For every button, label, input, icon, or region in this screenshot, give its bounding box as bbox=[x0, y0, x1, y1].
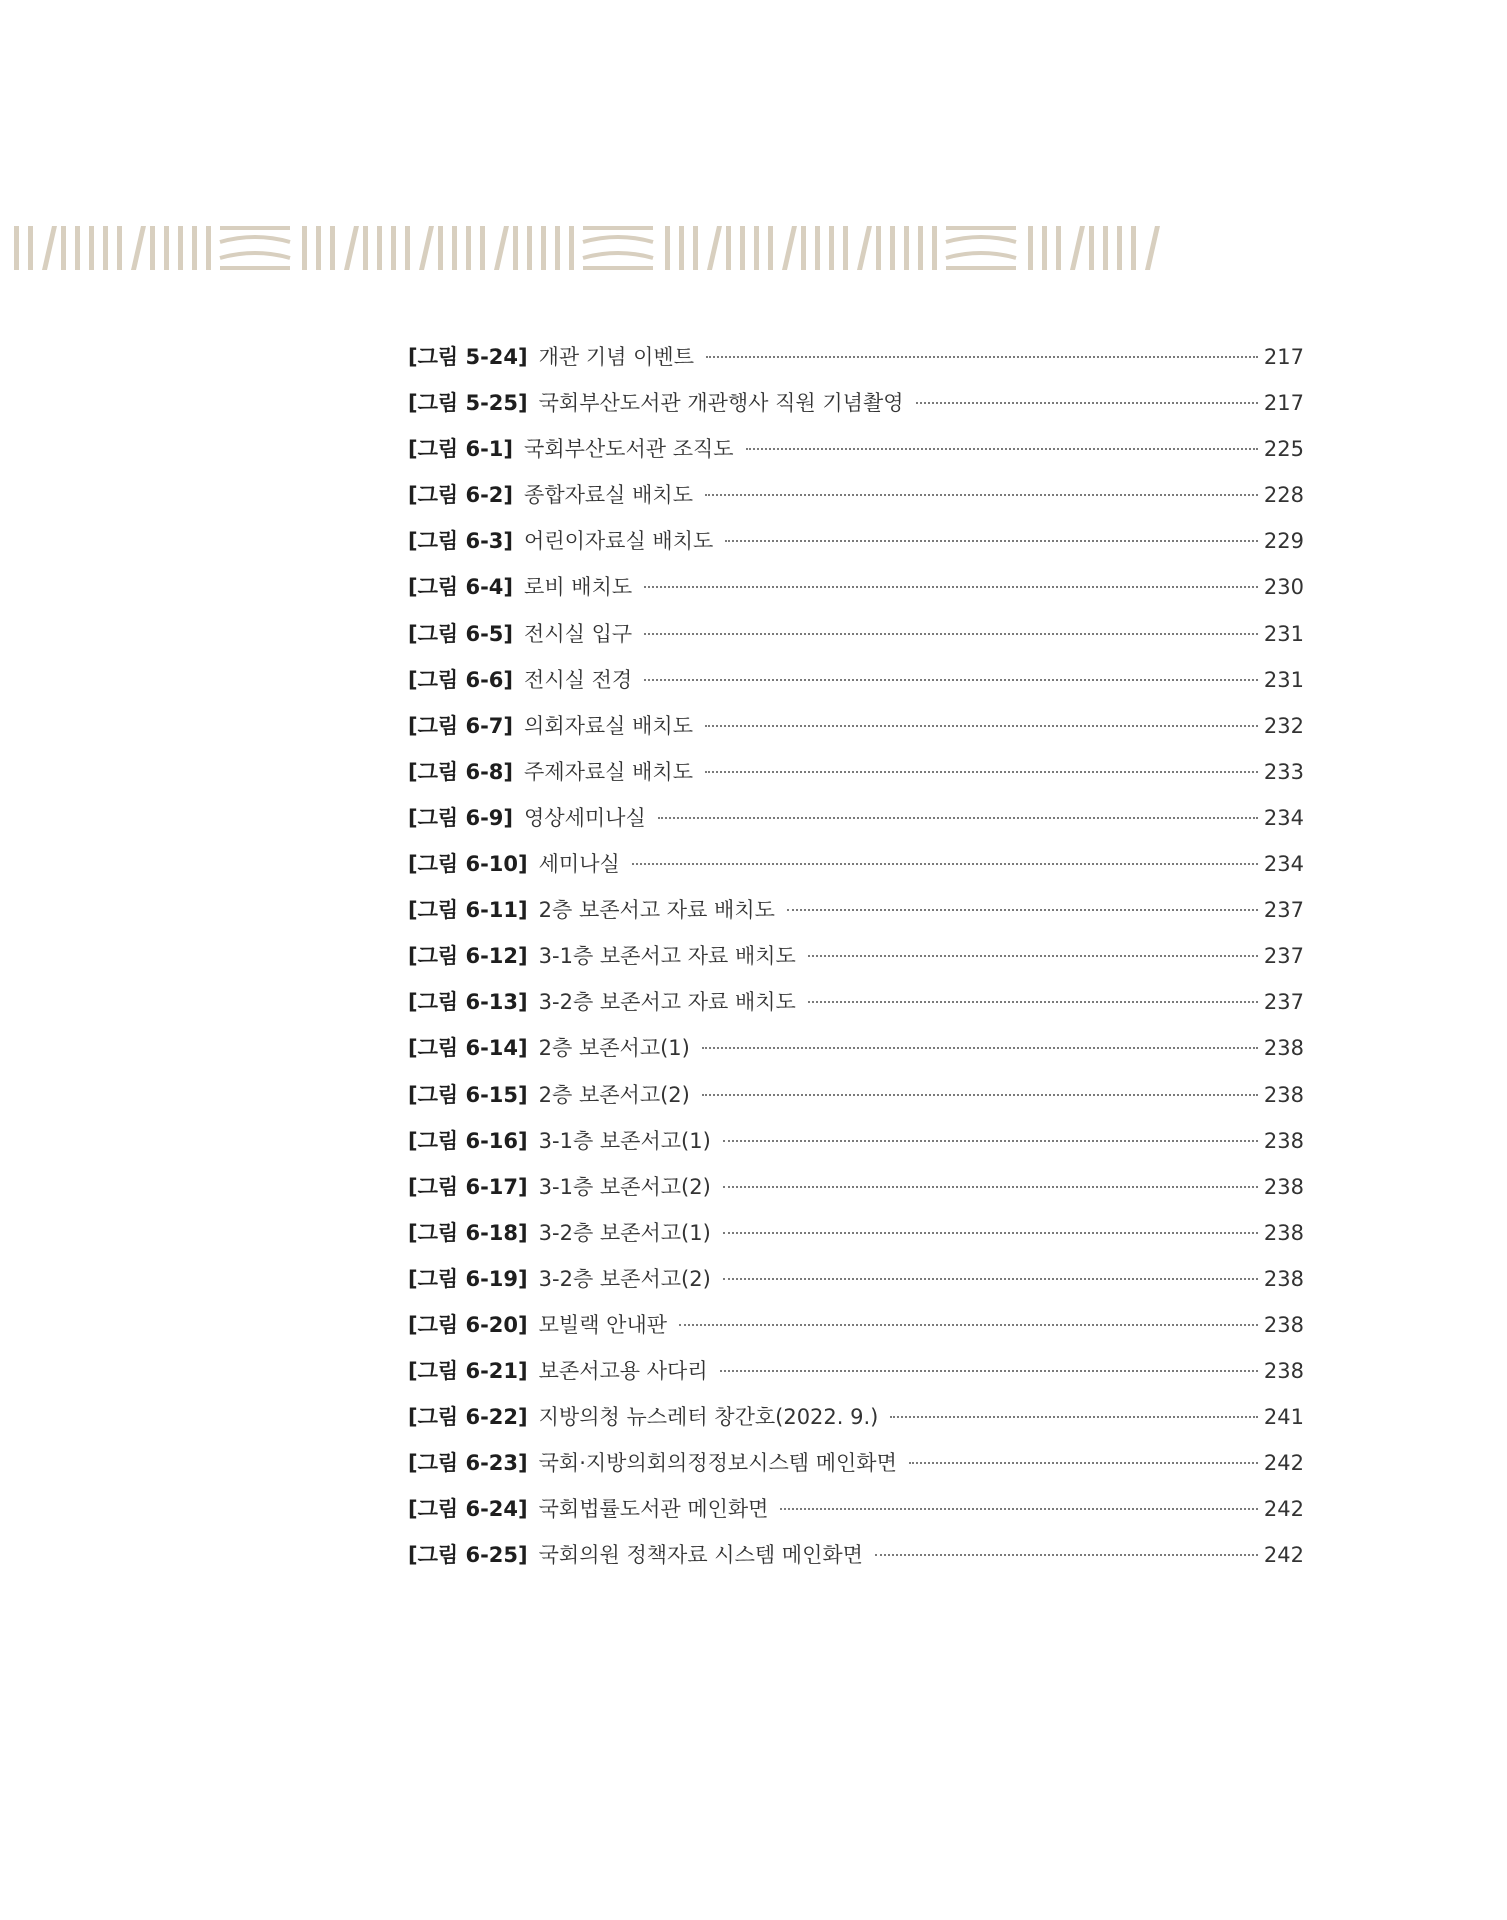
figure-label: [그림 6-14] bbox=[408, 1036, 528, 1061]
pattern-bar bbox=[377, 226, 382, 270]
figure-list bbox=[408, 334, 1304, 1579]
pattern-bar bbox=[117, 226, 122, 270]
figure-title: 종합자료실 배치도 bbox=[524, 483, 693, 508]
pattern-slash bbox=[857, 226, 872, 270]
pattern-slash bbox=[494, 226, 509, 270]
toc-entry[interactable] bbox=[408, 518, 1304, 564]
toc-entry[interactable] bbox=[408, 887, 1304, 933]
figure-title: 전시실 입구 bbox=[524, 621, 633, 646]
toc-entry[interactable] bbox=[408, 472, 1304, 518]
figure-label: [그림 6-21] bbox=[408, 1359, 528, 1384]
figure-title: 3-1층 보존서고 자료 배치도 bbox=[538, 944, 796, 969]
dot-leader bbox=[705, 494, 1258, 496]
pattern-bar bbox=[192, 226, 197, 270]
figure-label: [그림 6-22] bbox=[408, 1405, 528, 1430]
pattern-bar bbox=[405, 226, 410, 270]
toc-entry[interactable] bbox=[408, 749, 1304, 795]
pattern-bar bbox=[1089, 226, 1094, 270]
pattern-bar bbox=[890, 226, 895, 270]
figure-label: [그림 6-13] bbox=[408, 990, 528, 1015]
figure-label: [그림 6-18] bbox=[408, 1220, 528, 1245]
pattern-bar bbox=[513, 226, 518, 270]
figure-title: 의회자료실 배치도 bbox=[524, 713, 693, 738]
dot-leader bbox=[890, 1416, 1258, 1418]
page-number: 230 bbox=[1263, 575, 1304, 600]
pattern-roof-curve bbox=[946, 253, 1016, 258]
page-number: 238 bbox=[1263, 1128, 1304, 1153]
figure-title: 3-1층 보존서고(2) bbox=[538, 1174, 711, 1199]
dot-leader bbox=[909, 1462, 1258, 1464]
dot-leader bbox=[720, 1370, 1258, 1372]
toc-entry[interactable] bbox=[408, 841, 1304, 887]
pattern-bar bbox=[876, 226, 881, 270]
pattern-bar bbox=[1103, 226, 1108, 270]
dot-leader bbox=[808, 955, 1258, 957]
figure-label: [그림 6-19] bbox=[408, 1266, 528, 1291]
page-number: 242 bbox=[1263, 1543, 1304, 1568]
figure-title: 국회의원 정책자료 시스템 메인화면 bbox=[538, 1543, 863, 1568]
pattern-bar bbox=[103, 226, 108, 270]
page-number: 238 bbox=[1263, 1036, 1304, 1061]
page-number: 231 bbox=[1263, 621, 1304, 646]
pattern-roof-curve bbox=[220, 253, 290, 258]
pattern-slash bbox=[419, 226, 434, 270]
figure-label: [그림 6-8] bbox=[408, 759, 514, 784]
toc-entry[interactable] bbox=[408, 1532, 1304, 1578]
page-number: 238 bbox=[1263, 1082, 1304, 1107]
figure-label: [그림 6-24] bbox=[408, 1497, 528, 1522]
figure-label: [그림 6-5] bbox=[408, 621, 514, 646]
toc-entry[interactable] bbox=[408, 1118, 1304, 1164]
figure-title: 3-1층 보존서고(1) bbox=[538, 1128, 711, 1153]
dot-leader bbox=[780, 1508, 1257, 1510]
page-number: 241 bbox=[1263, 1405, 1304, 1430]
pattern-bar bbox=[178, 226, 183, 270]
pattern-bar bbox=[480, 226, 485, 270]
pattern-slash bbox=[1145, 226, 1160, 270]
pattern-bar bbox=[438, 226, 443, 270]
figure-title: 3-2층 보존서고(2) bbox=[538, 1266, 711, 1291]
figure-title: 세미나실 bbox=[538, 852, 620, 877]
figure-label: [그림 6-4] bbox=[408, 575, 514, 600]
pattern-bar bbox=[363, 226, 368, 270]
page-number: 237 bbox=[1263, 898, 1304, 923]
page-number: 232 bbox=[1263, 713, 1304, 738]
pattern-slash bbox=[1070, 226, 1085, 270]
figure-title: 모빌랙 안내판 bbox=[538, 1312, 668, 1337]
pattern-bar bbox=[932, 226, 937, 270]
figure-title: 3-2층 보존서고 자료 배치도 bbox=[538, 990, 796, 1015]
page-number: 217 bbox=[1263, 391, 1304, 416]
figure-label: [그림 6-7] bbox=[408, 713, 514, 738]
toc-entry[interactable] bbox=[408, 703, 1304, 749]
pattern-roof-curve bbox=[946, 237, 1016, 242]
toc-entry[interactable] bbox=[408, 1348, 1304, 1394]
figure-label: [그림 6-23] bbox=[408, 1451, 528, 1476]
dot-leader bbox=[723, 1140, 1258, 1142]
page-number: 238 bbox=[1263, 1312, 1304, 1337]
dot-leader bbox=[723, 1232, 1258, 1234]
page-number: 242 bbox=[1263, 1497, 1304, 1522]
pattern-slash bbox=[131, 226, 146, 270]
pattern-bar bbox=[679, 226, 684, 270]
toc-entry[interactable] bbox=[408, 1210, 1304, 1256]
dot-leader bbox=[723, 1186, 1258, 1188]
dot-leader bbox=[632, 863, 1258, 865]
dot-leader bbox=[679, 1324, 1258, 1326]
dot-leader bbox=[702, 1047, 1258, 1049]
pattern-slash bbox=[782, 226, 797, 270]
page-number: 231 bbox=[1263, 667, 1304, 692]
pattern-bar bbox=[302, 226, 307, 270]
dot-leader bbox=[808, 1001, 1258, 1003]
pattern-bar bbox=[555, 226, 560, 270]
pattern-bar bbox=[28, 226, 33, 270]
toc-entry[interactable] bbox=[408, 334, 1304, 380]
toc-entry[interactable] bbox=[408, 1256, 1304, 1302]
toc-entry[interactable] bbox=[408, 564, 1304, 610]
toc-entry[interactable] bbox=[408, 933, 1304, 979]
pattern-bar bbox=[569, 226, 574, 270]
pattern-bar bbox=[541, 226, 546, 270]
pattern-roof-curve bbox=[583, 253, 653, 258]
pattern-bar bbox=[665, 226, 670, 270]
pattern-slash bbox=[707, 226, 722, 270]
figure-label: [그림 6-15] bbox=[408, 1082, 528, 1107]
pattern-bar bbox=[527, 226, 532, 270]
figure-title: 전시실 전경 bbox=[524, 667, 633, 692]
figure-title: 국회부산도서관 개관행사 직원 기념촬영 bbox=[538, 391, 904, 416]
dot-leader bbox=[746, 448, 1258, 450]
figure-title: 2층 보존서고(2) bbox=[538, 1082, 690, 1107]
pattern-bar bbox=[452, 226, 457, 270]
figure-label: [그림 6-17] bbox=[408, 1174, 528, 1199]
figure-title: 국회부산도서관 조직도 bbox=[524, 437, 734, 462]
figure-label: [그림 6-3] bbox=[408, 529, 514, 554]
toc-entry[interactable] bbox=[408, 1394, 1304, 1440]
pattern-bar bbox=[726, 226, 731, 270]
pattern-bar bbox=[754, 226, 759, 270]
toc-entry[interactable] bbox=[408, 1164, 1304, 1210]
figure-label: [그림 5-24] bbox=[408, 345, 528, 369]
dot-leader bbox=[916, 402, 1258, 404]
page-number: 217 bbox=[1263, 345, 1304, 369]
dot-leader bbox=[787, 909, 1258, 911]
pattern-bar bbox=[904, 226, 909, 270]
toc-entry[interactable] bbox=[408, 1440, 1304, 1486]
toc-entry[interactable] bbox=[408, 1486, 1304, 1532]
page-number: 238 bbox=[1263, 1220, 1304, 1245]
pattern-slash bbox=[344, 226, 359, 270]
toc-entry[interactable] bbox=[408, 1025, 1304, 1071]
pattern-bar bbox=[150, 226, 155, 270]
figure-title: 보존서고용 사다리 bbox=[538, 1359, 708, 1384]
dot-leader bbox=[644, 679, 1258, 681]
figure-title: 국회법률도서관 메인화면 bbox=[538, 1497, 769, 1522]
pattern-bar bbox=[918, 226, 923, 270]
pattern-bar bbox=[206, 226, 211, 270]
pattern-bar bbox=[89, 226, 94, 270]
pattern-bar bbox=[768, 226, 773, 270]
figure-title: 영상세미나실 bbox=[524, 805, 646, 830]
figure-title: 주제자료실 배치도 bbox=[524, 759, 693, 784]
figure-label: [그림 6-1] bbox=[408, 437, 514, 462]
pattern-bar bbox=[693, 226, 698, 270]
pattern-bar bbox=[14, 226, 19, 270]
figure-title: 3-2층 보존서고(1) bbox=[538, 1220, 711, 1245]
pattern-bar bbox=[1117, 226, 1122, 270]
pattern-bar bbox=[1028, 226, 1033, 270]
figure-label: [그림 6-25] bbox=[408, 1543, 528, 1568]
pattern-bar bbox=[75, 226, 80, 270]
pattern-roof-curve bbox=[220, 237, 290, 242]
page-number: 238 bbox=[1263, 1174, 1304, 1199]
toc-entry[interactable] bbox=[408, 426, 1304, 472]
figure-title: 어린이자료실 배치도 bbox=[524, 529, 714, 554]
pattern-bar bbox=[330, 226, 335, 270]
page-number: 238 bbox=[1263, 1266, 1304, 1291]
dot-leader bbox=[725, 540, 1258, 542]
figure-title: 2층 보존서고(1) bbox=[538, 1036, 690, 1061]
figure-label: [그림 6-2] bbox=[408, 483, 514, 508]
figure-label: [그림 6-9] bbox=[408, 805, 514, 830]
pattern-bar bbox=[391, 226, 396, 270]
dot-leader bbox=[723, 1278, 1258, 1280]
pattern-bar bbox=[801, 226, 806, 270]
pattern-roof-curve bbox=[583, 237, 653, 242]
pattern-bar bbox=[316, 226, 321, 270]
page-number: 234 bbox=[1263, 852, 1304, 877]
pattern-slash bbox=[42, 226, 57, 270]
pattern-bar bbox=[815, 226, 820, 270]
page-number: 237 bbox=[1263, 990, 1304, 1015]
dot-leader bbox=[705, 725, 1258, 727]
page-number: 234 bbox=[1263, 805, 1304, 830]
pattern-bar bbox=[740, 226, 745, 270]
figure-label: [그림 6-16] bbox=[408, 1128, 528, 1153]
figure-label: [그림 6-20] bbox=[408, 1312, 528, 1337]
pattern-bar bbox=[466, 226, 471, 270]
page-number: 225 bbox=[1263, 437, 1304, 462]
page-number: 242 bbox=[1263, 1451, 1304, 1476]
figure-title: 개관 기념 이벤트 bbox=[538, 345, 694, 369]
dot-leader bbox=[705, 771, 1258, 773]
figure-title: 지방의청 뉴스레터 창간호(2022. 9.) bbox=[538, 1405, 879, 1430]
dot-leader bbox=[706, 356, 1258, 358]
dot-leader bbox=[702, 1094, 1258, 1096]
figure-label: [그림 6-12] bbox=[408, 944, 528, 969]
toc-entry[interactable] bbox=[408, 380, 1304, 426]
figure-title: 로비 배치도 bbox=[524, 575, 633, 600]
page-number: 229 bbox=[1263, 529, 1304, 554]
page-number: 233 bbox=[1263, 759, 1304, 784]
figure-title: 국회·지방의회의정정보시스템 메인화면 bbox=[538, 1451, 897, 1476]
figure-label: [그림 6-10] bbox=[408, 852, 528, 877]
pattern-bar bbox=[829, 226, 834, 270]
decorative-pattern-band bbox=[0, 222, 1507, 274]
page-number: 238 bbox=[1263, 1359, 1304, 1384]
toc-entry[interactable] bbox=[408, 795, 1304, 841]
pattern-bar bbox=[1131, 226, 1136, 270]
toc-entry[interactable] bbox=[408, 1302, 1304, 1348]
toc-entry[interactable] bbox=[408, 657, 1304, 703]
dot-leader bbox=[644, 633, 1258, 635]
toc-entry[interactable] bbox=[408, 979, 1304, 1025]
dot-leader bbox=[644, 586, 1258, 588]
dot-leader bbox=[875, 1554, 1258, 1556]
toc-entry[interactable] bbox=[408, 1072, 1304, 1118]
figure-label: [그림 5-25] bbox=[408, 391, 528, 416]
pattern-bar bbox=[1042, 226, 1047, 270]
pattern-bar bbox=[843, 226, 848, 270]
toc-entry[interactable] bbox=[408, 611, 1304, 657]
figure-label: [그림 6-11] bbox=[408, 898, 528, 923]
figure-label: [그림 6-6] bbox=[408, 667, 514, 692]
figure-title: 2층 보존서고 자료 배치도 bbox=[538, 898, 775, 923]
pattern-bar bbox=[164, 226, 169, 270]
dot-leader bbox=[658, 817, 1258, 819]
pattern-bar bbox=[1056, 226, 1061, 270]
page-number: 228 bbox=[1263, 483, 1304, 508]
pattern-bar bbox=[61, 226, 66, 270]
page-number: 237 bbox=[1263, 944, 1304, 969]
